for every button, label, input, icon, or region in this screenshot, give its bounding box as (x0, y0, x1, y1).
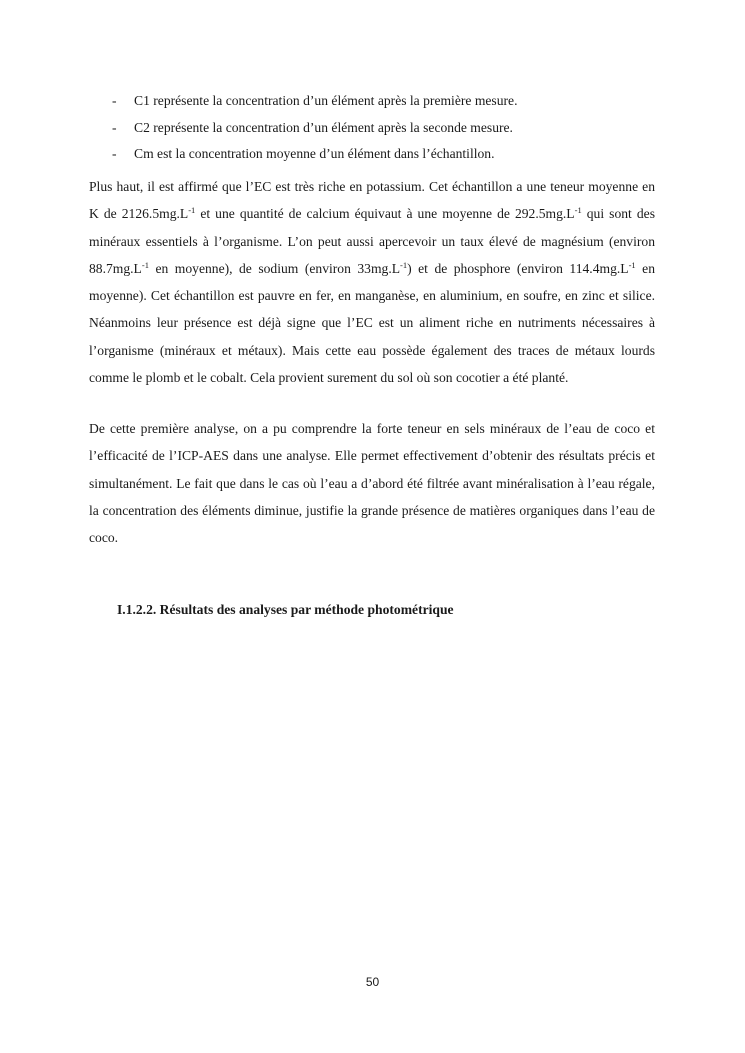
superscript: -1 (574, 205, 582, 216)
paragraph-text: et une quantité de calcium équivaut à une moyenne de 292.5mg.L (195, 206, 575, 222)
paragraph-text: en moyenne). Cet échantillon est pauvre en fer, en manganèse, en aluminium, en soufre, en zinc et silice. Néanmoins leur présence est déjà signe que l’EC est un aliment riche en nutriments nécessaires à l’organisme (minéraux et métaux). Mais cette eau possède également des traces de métaux lourds comme le plomb et le cobalt. Cela provient surement du sol où son cocotier a été planté. (89, 260, 655, 386)
superscript: -1 (628, 259, 636, 270)
list-item-text: Cm est la concentration moyenne d’un élément dans l’échantillon. (134, 146, 495, 161)
paragraph-mineral-content (89, 173, 655, 391)
paragraph-text: Plus haut, il est affirmé que l’EC est très riche en potassium. Cet échantillon a une teneur moyenne en K de 2126.5mg.L (89, 179, 655, 222)
list-dash: - (112, 119, 117, 135)
list-item (112, 88, 672, 115)
page-number: 50 (365, 975, 380, 989)
paragraph-conclusion: De cette première analyse, on a pu comprendre la forte teneur en sels minéraux de l’eau de coco et l’efficacité de l’ICP-AES dans une analyse. Elle permet effectivement d’obtenir des résultats précis et simultanément. Le fait que dans le cas où l’eau a d’abord été filtrée avant minéralisation à l’eau régale, la concentration des éléments diminue, justifie la grande présence de matières organiques dans l’eau de coco. (89, 421, 655, 546)
list-item-text: C1 représente la concentration d’un élément après la première mesure. (134, 93, 518, 108)
section-heading: I.1.2.2. Résultats des analyses par méthode photométrique (117, 602, 454, 617)
superscript: -1 (400, 259, 408, 270)
superscript: -1 (141, 259, 149, 270)
definition-list (112, 88, 672, 168)
paragraph-text: ) et de phosphore (environ 114.4mg.L (407, 260, 629, 276)
paragraph-text: en moyenne), de sodium (environ 33mg.L (148, 260, 401, 276)
list-item (112, 141, 672, 168)
list-dash: - (112, 146, 117, 161)
list-dash: - (112, 93, 117, 108)
paragraph-text: qui sont des minéraux essentiels à l’organisme. L’on peut aussi apercevoir un taux élevé de magnésium (environ 88.7mg.L (89, 206, 655, 276)
list-item-text: C2 représente la concentration d’un élément après la seconde mesure. (134, 119, 513, 135)
superscript: -1 (188, 205, 196, 216)
list-item (112, 115, 672, 142)
